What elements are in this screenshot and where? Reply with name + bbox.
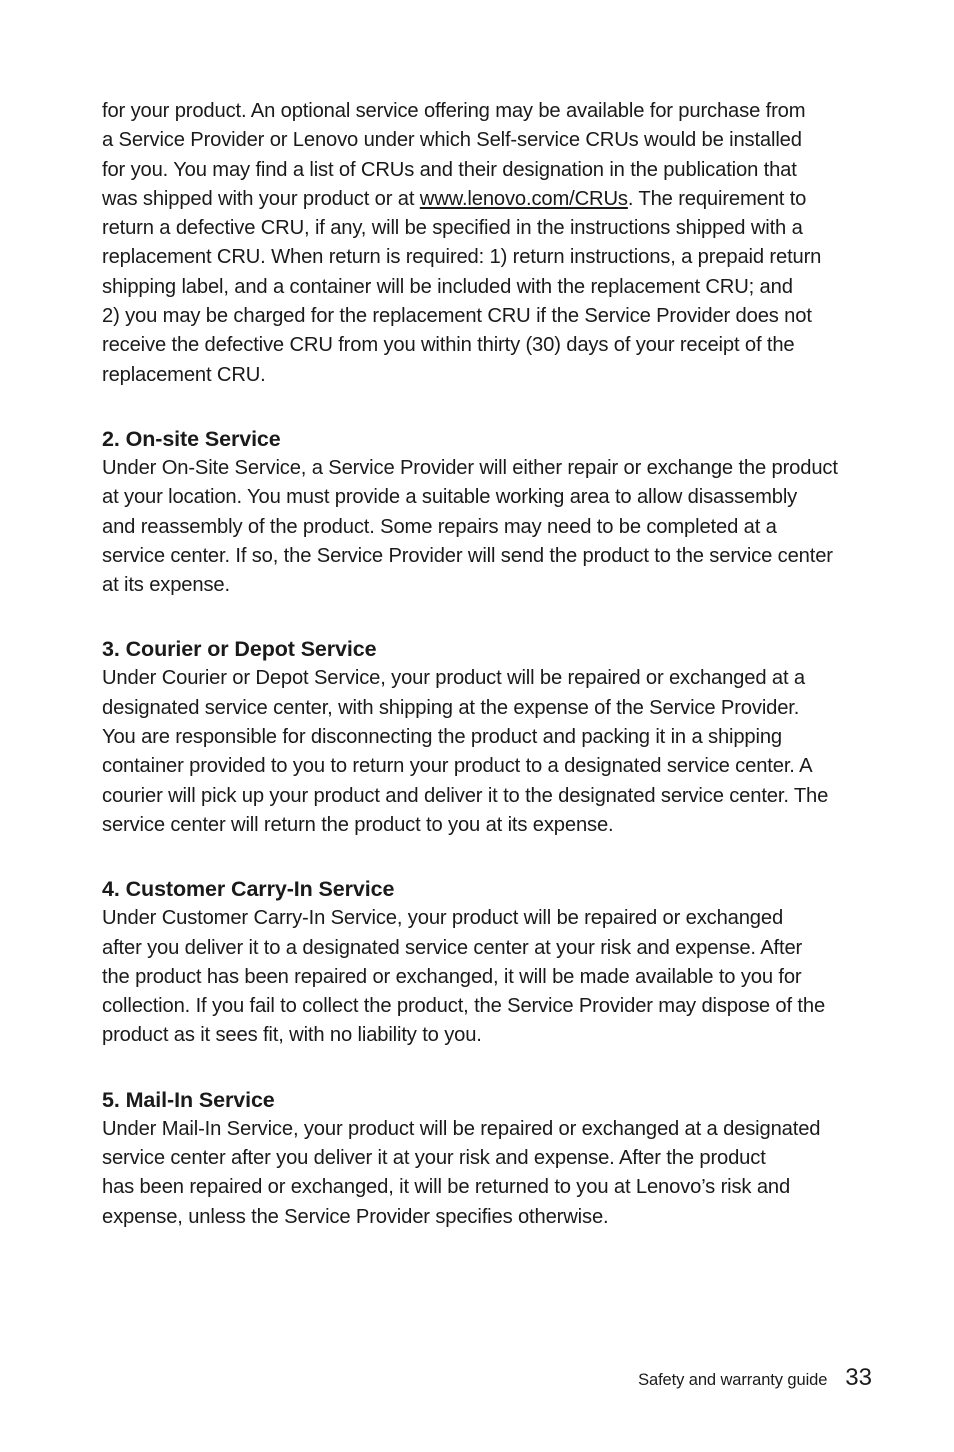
section-heading: 5. Mail-In Service	[102, 1087, 275, 1112]
footer-label: Safety and warranty guide	[638, 1371, 828, 1389]
section-courier-depot-service	[102, 634, 880, 840]
section-body: Under Customer Carry-In Service, your product will be repaired or exchanged after you deliver it to a designated service center at your risk and expense. After the product has been repaired or exchanged, it will be made available to you for collection. If you fail to collect the product, the Service Provider may dispose of the product as it sees fit, with no liability to you.	[102, 907, 826, 1047]
section-body: Under On-Site Service, a Service Provider will either repair or exchange the product at your location. You must provide a suitable working area to allow disassembly and reassembly of the product. Some repairs may need to be completed at a service center. If so, the Service Provider will send the product to the service center at its expense.	[102, 456, 838, 597]
cru-link[interactable]: www.lenovo.com/CRUs	[419, 187, 628, 210]
section-heading: 3. Courier or Depot Service	[102, 637, 377, 662]
page-footer	[638, 1364, 872, 1392]
section-customer-carry-in-service	[102, 874, 880, 1050]
section-heading: 2. On-site Service	[102, 426, 281, 451]
section-heading: 4. Customer Carry-In Service	[102, 877, 395, 902]
section-on-site-service	[102, 424, 880, 600]
intro-text-before-link: for your product. An optional service offering may be available for purchase from a Service Provider or Lenovo under which Self-service CRUs would be installed for you. You may find a list of CRUs and their designation in the publication that was shipped with your product or at	[102, 100, 806, 210]
section-mail-in-service	[102, 1085, 880, 1232]
section-body: Under Courier or Depot Service, your product will be repaired or exchanged at a designated service center, with shipping at the expense of the Service Provider. You are responsible for disconnecting the product and packing it in a shipping container provided to you to return your product to a designated service center. A courier will pick up your product and deliver it to the designated service center. The service center will return the product to you at its expense.	[102, 667, 829, 836]
document-page	[102, 97, 880, 1232]
page-number: 33	[845, 1364, 872, 1391]
intro-text-after-link: . The requirement to return a defective CRU, if any, will be specified in the instructions shipped with a replacement CRU. When return is required: 1) return instructions, a prepaid return shipping label, and a container will be included with the replacement CRU; and 2) you may be charged for the replacement CRU if the Service Provider does not receive the defective CRU from you within thirty (30) days of your receipt of the replacement CRU.	[102, 187, 822, 386]
intro-paragraph	[102, 97, 880, 390]
section-body: Under Mail-In Service, your product will be repaired or exchanged at a designated service center after you deliver it at your risk and expense. After the product has been repaired or exchanged, it will be returned to you at Lenovo’s risk and expense, unless the Service Provider specifies otherwise.	[102, 1117, 821, 1228]
